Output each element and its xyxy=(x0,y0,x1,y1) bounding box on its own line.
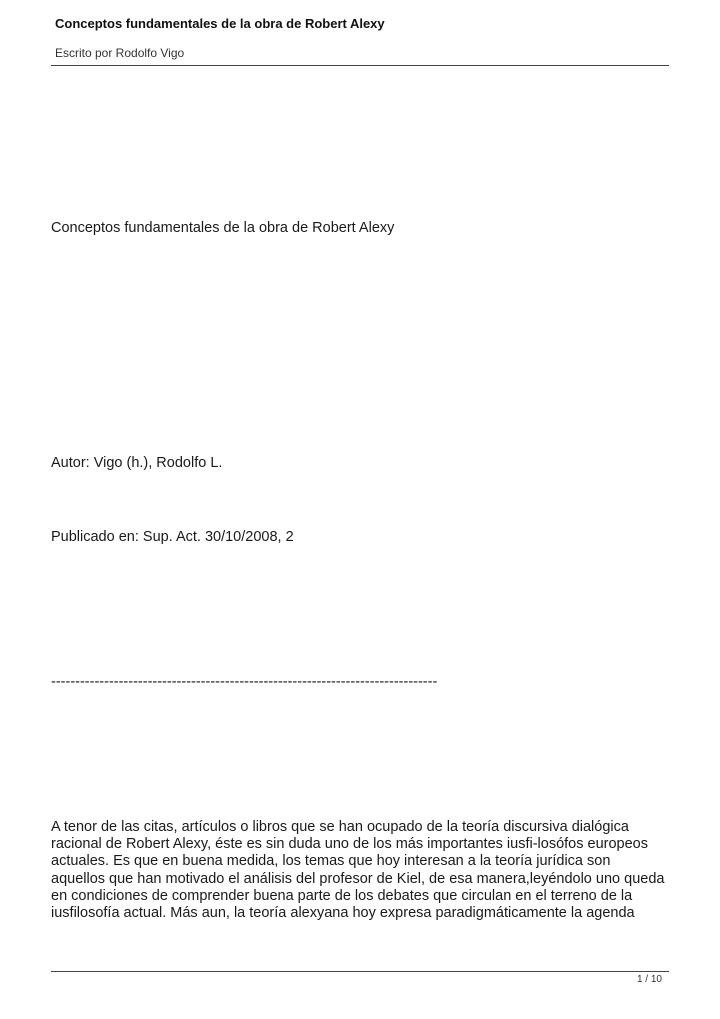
published-line: Publicado en: Sup. Act. 30/10/2008, 2 xyxy=(51,529,294,545)
header-author: Escrito por Rodolfo Vigo xyxy=(55,46,185,60)
paragraph-line: actuales. Es que en buena medida, los temas que hoy interesan a la teoría jurídica son xyxy=(51,853,611,870)
paragraph-line: iusfilosofía actual. Más aun, la teoría alexyana hoy expresa paradigmáticamente la agenda xyxy=(51,905,635,922)
paragraph-line: en condiciones de comprender buena parte de los debates que circulan en el terreno de la xyxy=(51,887,633,904)
footer-divider xyxy=(51,971,669,972)
dash-separator: -------------------------------------------------------------------------------- xyxy=(51,674,438,690)
header-divider xyxy=(51,65,669,66)
paragraph-line: A tenor de las citas, artículos o libros que se han ocupado de la teoría discursiva dialógica xyxy=(51,819,629,835)
document-title: Conceptos fundamentales de la obra de Robert Alexy xyxy=(51,220,395,236)
page-number: 1 / 10 xyxy=(636,974,662,985)
paragraph-line: racional de Robert Alexy, éste es sin duda uno de los más importantes iusfi-losófos europeos xyxy=(51,836,648,853)
paragraph-line: aquellos que han motivado el análisis del profesor de Kiel, de esa manera,leyéndolo uno queda xyxy=(51,870,665,887)
author-line: Autor: Vigo (h.), Rodolfo L. xyxy=(51,455,223,471)
header-title: Conceptos fundamentales de la obra de Robert Alexy xyxy=(55,16,385,31)
body-paragraph xyxy=(51,819,676,922)
